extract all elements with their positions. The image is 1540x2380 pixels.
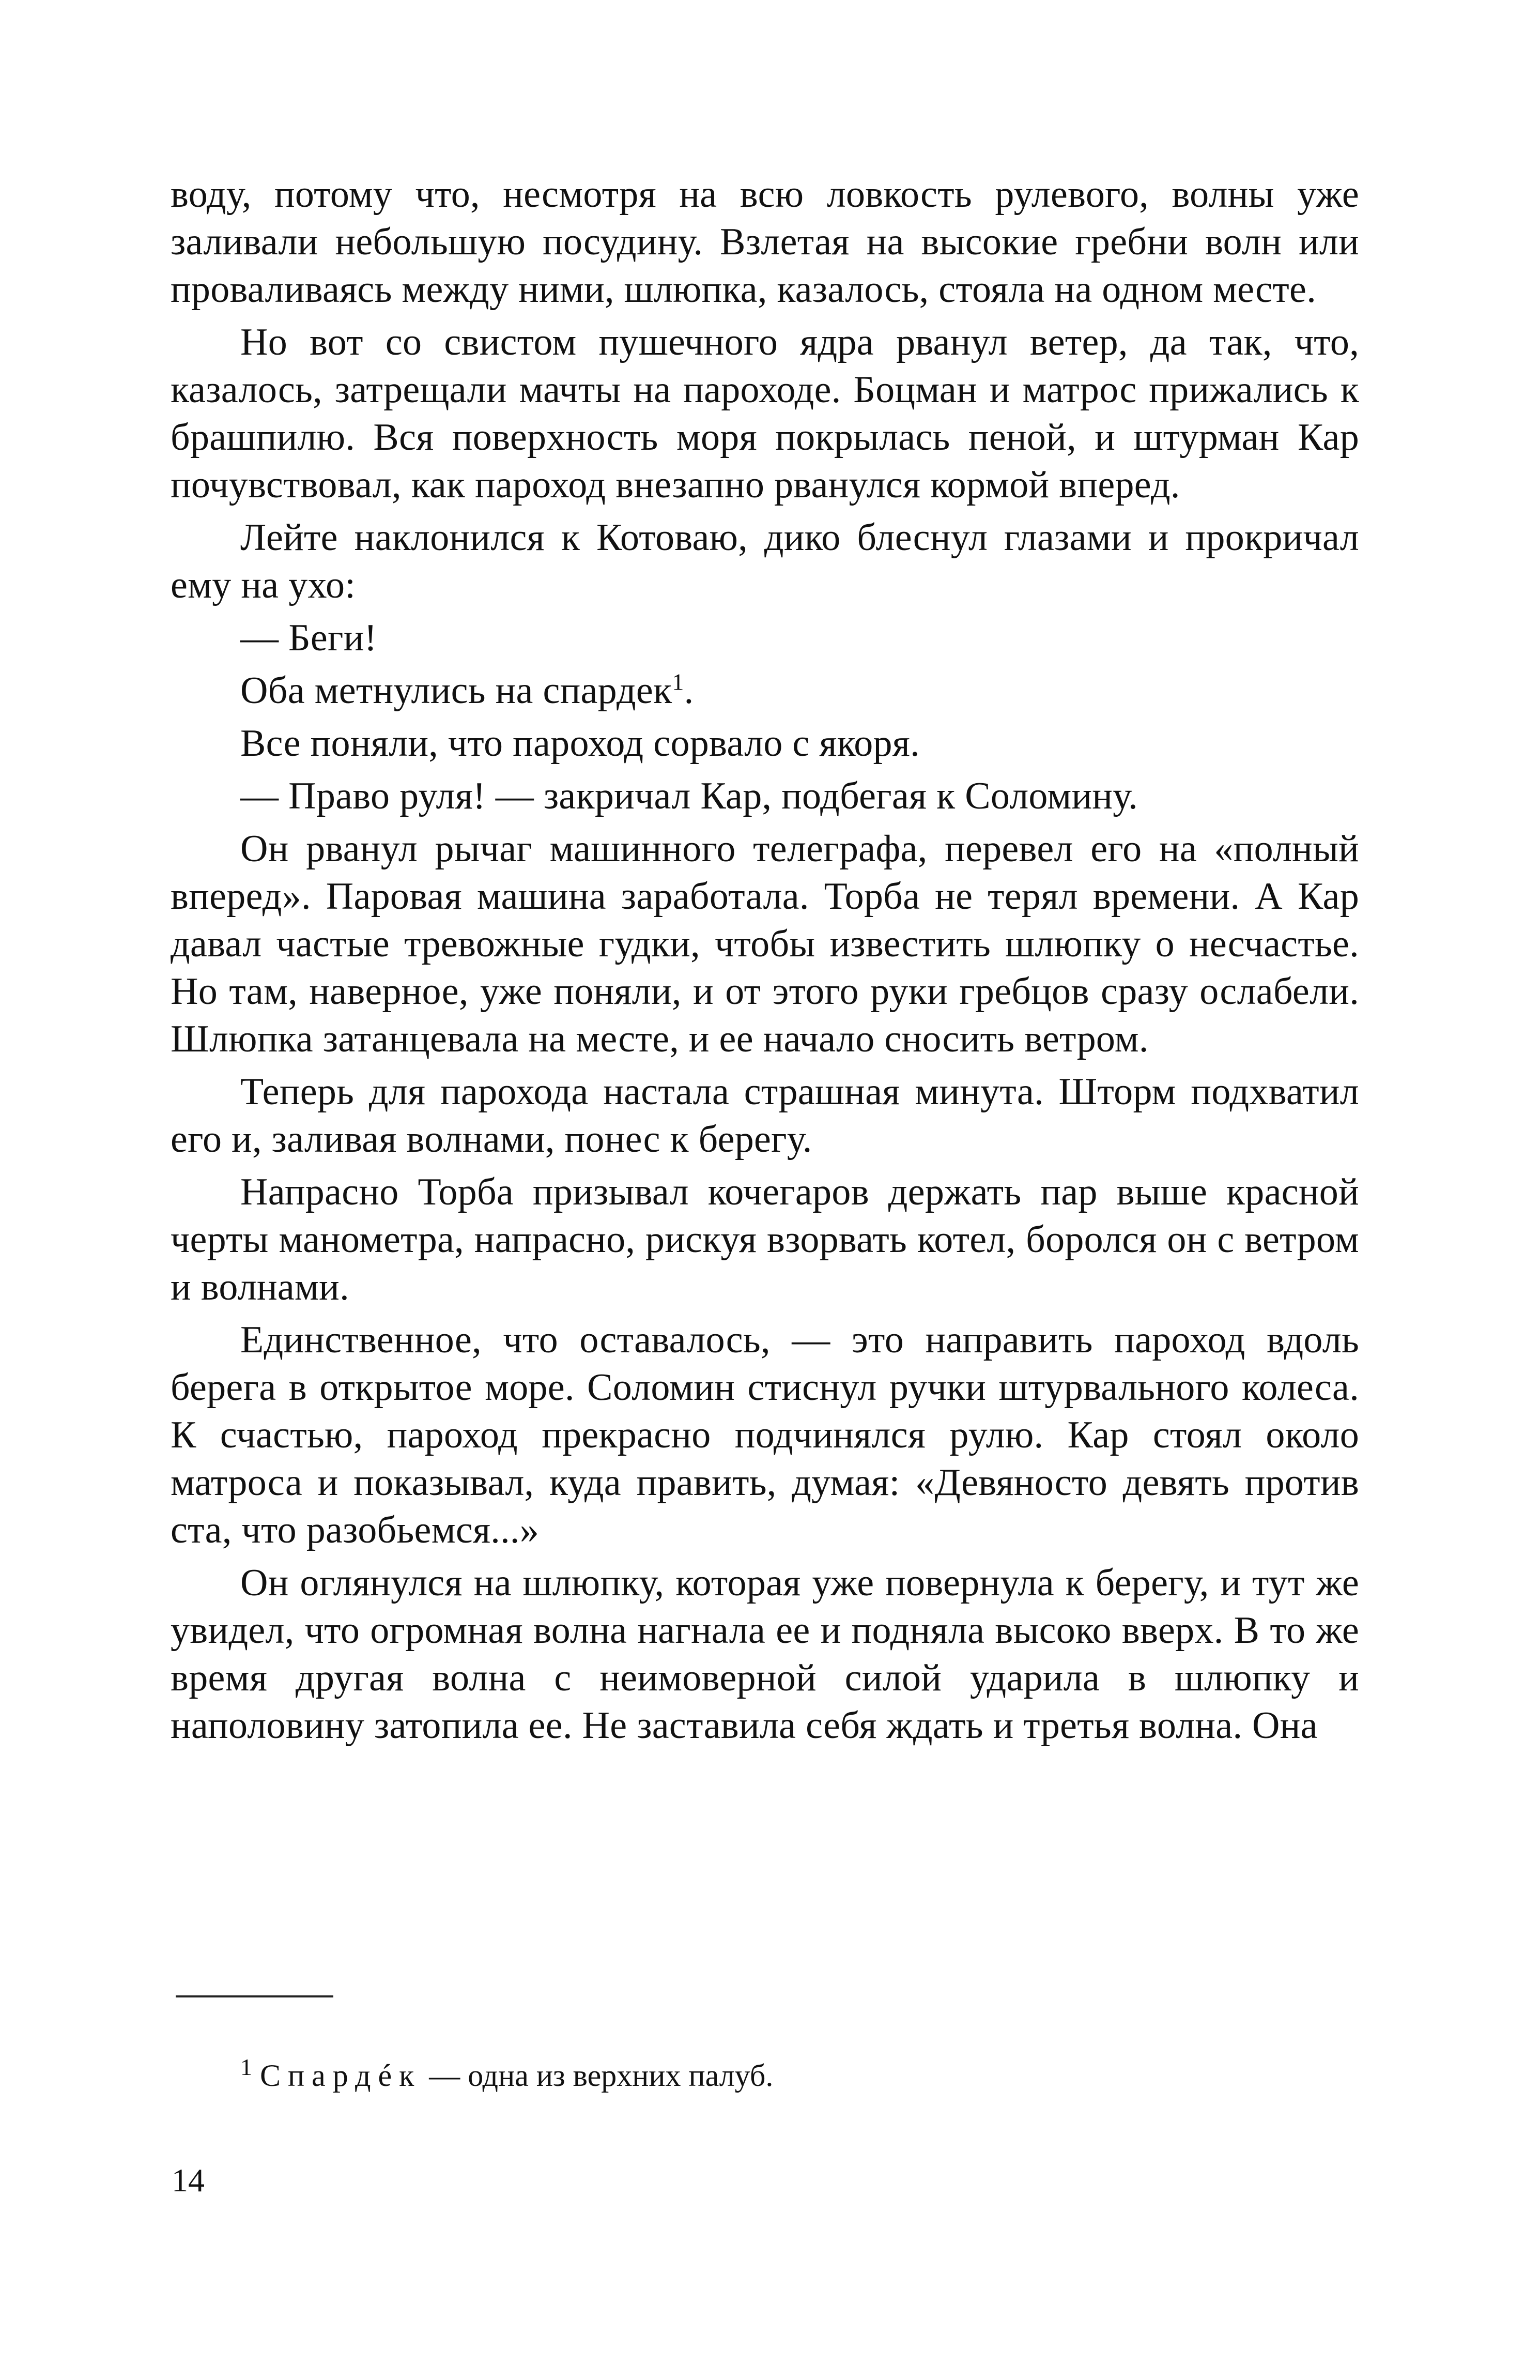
paragraph-text: Оба метнулись на спардек — [240, 669, 672, 712]
paragraph: Но вот со свистом пушечного ядра рванул ветер, да так, что, казалось, затрещали мачты на пароходе. Боцман и матрос прижались к брашпилю. Вся поверхность моря покрылась пеной, и штурман Кар почувствовал, как пароход внезапно рванулся кормой вперед. — [171, 321, 1359, 506]
paragraph: Все поняли, что пароход сорвало с якоря. — [240, 722, 920, 765]
page-text — [171, 171, 1359, 1749]
paragraph: Единственное, что оставалось, — это направить пароход вдоль берега в открытое море. Соломин стиснул ручки штурвального колеса. К счастью, пароход прекрасно подчинялся рулю. Кар стоял около матроса и показывал, куда править, думая: «Девяносто девять против ста, что разобьемся...» — [171, 1319, 1359, 1551]
footnote-marker: 1 — [672, 668, 684, 695]
footnote — [240, 2055, 773, 2096]
footnote-divider — [176, 1995, 333, 1997]
paragraph: Он оглянулся на шлюпку, которая уже повернула к берегу, и тут же увидел, что огромная волна нагнала ее и подняла высоко вверх. В то же время другая волна с неимоверной силой ударила в шлюпку и наполовину затопила ее. Не заставила себя ждать и третья волна. Она — [171, 1562, 1359, 1747]
paragraph: — Право руля! — закричал Кар, подбегая к Соломину. — [240, 775, 1138, 817]
paragraph-end-punctuation: . — [684, 669, 694, 712]
paragraph: — Беги! — [240, 617, 377, 659]
footnote-term: Спардéк — [260, 2058, 422, 2093]
footnote-definition: — одна из верхних палуб. — [421, 2058, 774, 2093]
paragraph: Лейте наклонился к Котоваю, дико блеснул глазами и прокричал ему на ухо: — [171, 516, 1359, 606]
paragraph: Он рванул рычаг машинного телеграфа, перевел его на «полный вперед». Паровая машина заработала. Торба не терял времени. А Кар давал частые тревожные гудки, чтобы известить шлюпку о несчастье. Но там, наверное, уже поняли, и от этого руки гребцов сразу ослабели. Шлюпка затанцевала на месте, и ее начало сносить ветром. — [171, 828, 1359, 1060]
paragraph-with-footnote — [171, 667, 1359, 714]
paragraph: Теперь для парохода настала страшная минута. Шторм подхватил его и, заливая волнами, понес к берегу. — [171, 1071, 1359, 1161]
paragraph: Напрасно Торба призывал кочегаров держать пар выше красной черты манометра, напрасно, рискуя взорвать котел, боролся он с ветром и волнами. — [171, 1171, 1359, 1308]
footnote-number: 1 — [240, 2054, 252, 2080]
paragraph: воду, потому что, несмотря на всю ловкость рулевого, волны уже заливали небольшую посудину. Взлетая на высокие гребни волн или проваливаясь между ними, шлюпка, казалось, стояла на одном месте. — [171, 173, 1359, 311]
page-number: 14 — [172, 2162, 205, 2199]
